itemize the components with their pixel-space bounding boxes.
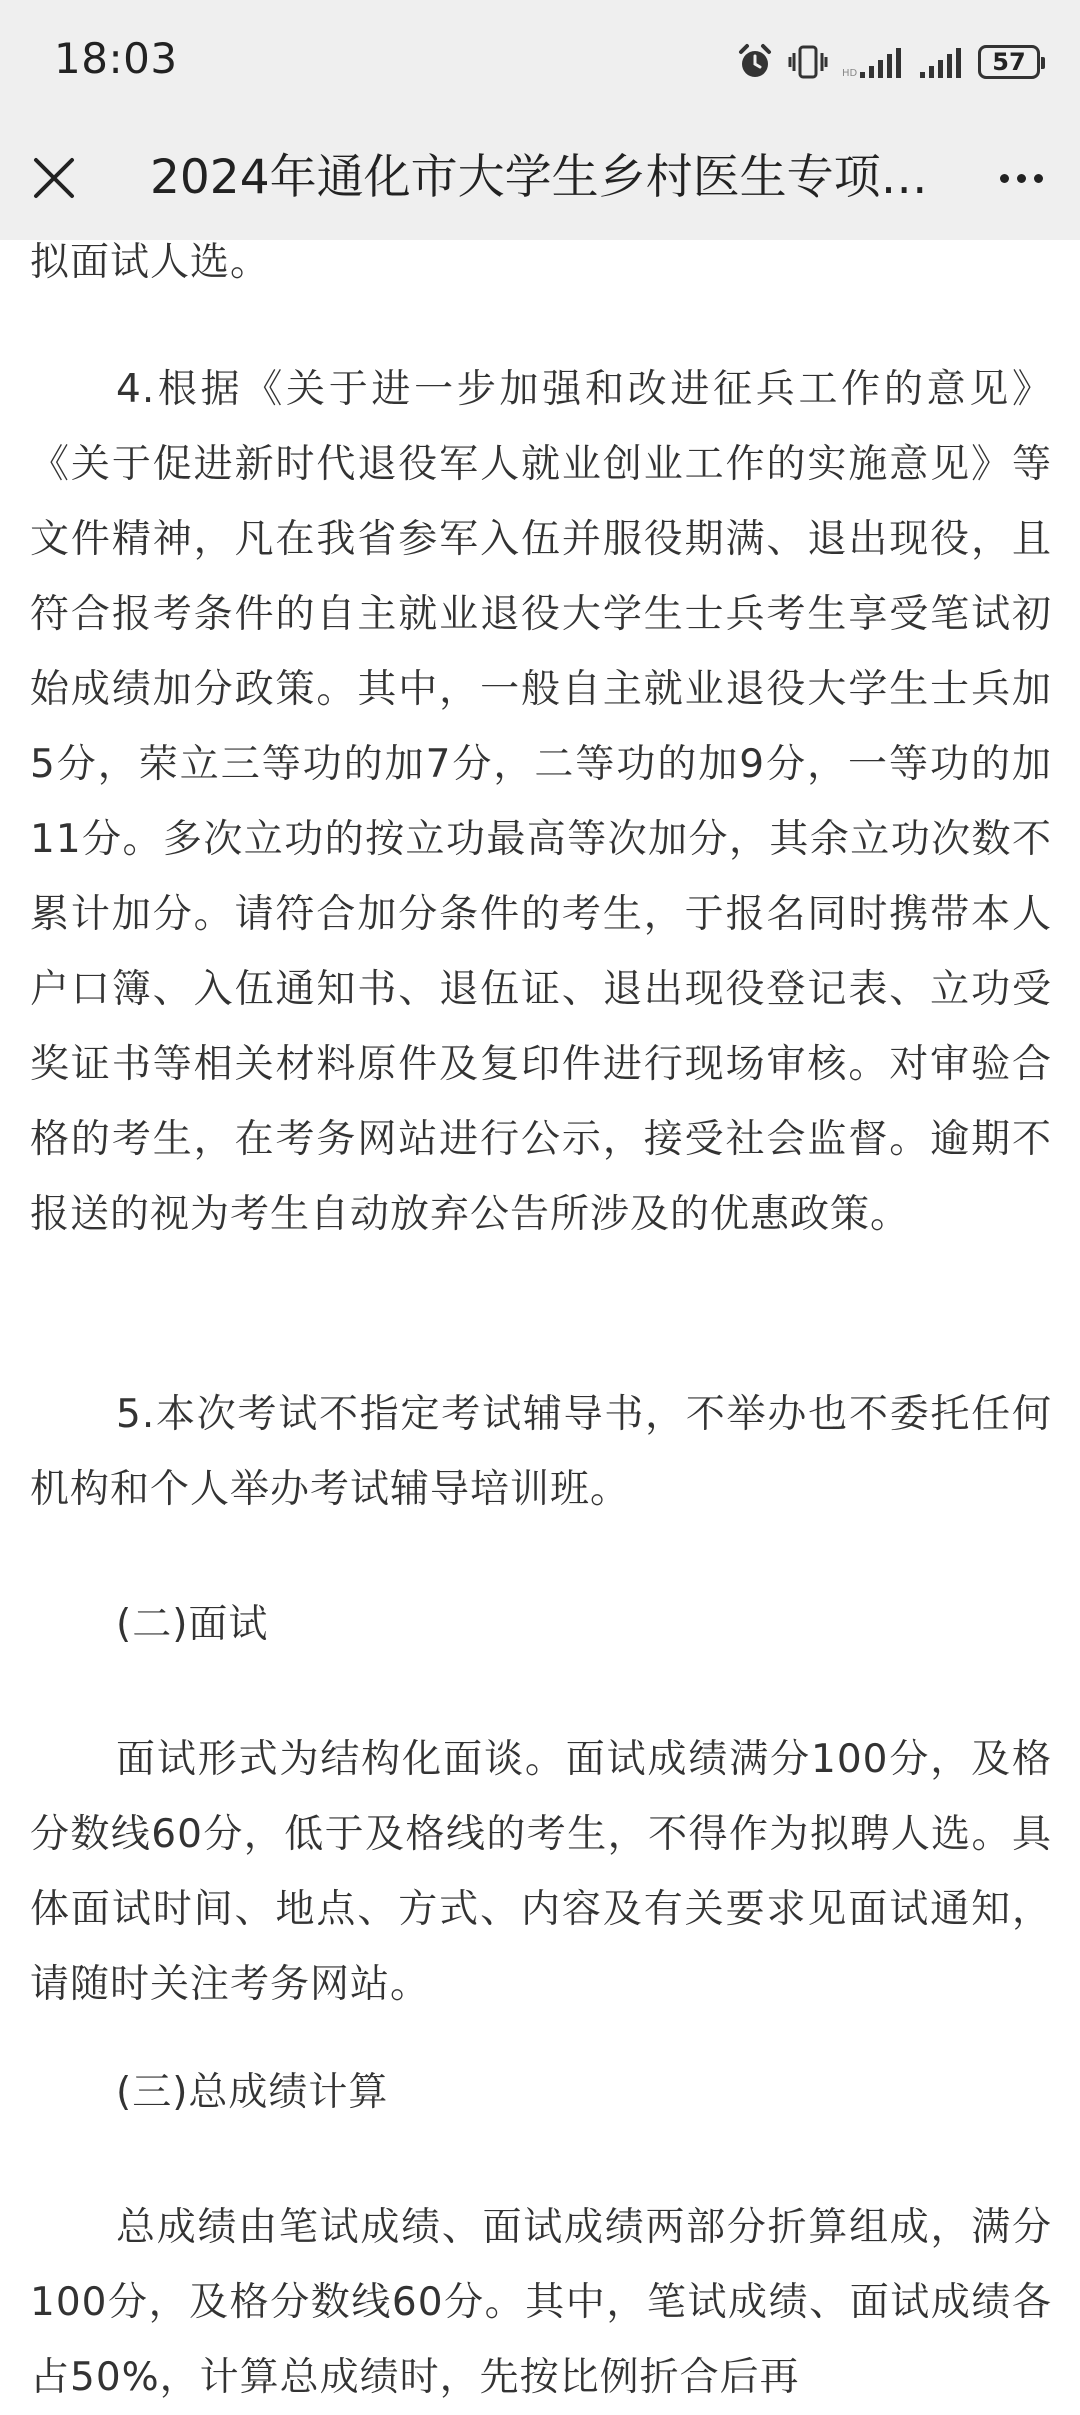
section-heading: (三)总成绩计算: [116, 2070, 389, 2115]
battery-icon: 57: [978, 45, 1040, 79]
close-button[interactable]: [22, 146, 86, 210]
more-icon-dot: [1000, 174, 1009, 183]
page-title: 2024年通化市大学生乡村医生专项…: [150, 150, 928, 205]
status-icons: [736, 40, 1040, 84]
close-icon: [32, 156, 76, 200]
signal-icon: [842, 44, 904, 80]
signal-icon-2: [918, 44, 964, 80]
paragraph: 总成绩由笔试成绩、面试成绩两部分折算组成，满分100分，及格分数线60分。其中，笔试成绩、面试成绩各占50%，计算总成绩时，先按比例折合后再: [30, 2205, 1052, 2400]
paragraph: 面试形式为结构化面谈。面试成绩满分100分，及格分数线60分，低于及格线的考生，不得作为拟聘人选。具体面试时间、地点、方式、内容及有关要求见面试通知，请随时关注考务网站。: [30, 1737, 1052, 2007]
section-heading: (二)面试: [116, 1602, 269, 1647]
paragraph: 5.本次考试不指定考试辅导书，不举办也不委托任何机构和个人举办考试辅导培训班。: [30, 1392, 1052, 1512]
paragraph: 4.根据《关于进一步加强和改进征兵工作的意见》《关于促进新时代退役军人就业创业工作的实施意见》等文件精神，凡在我省参军入伍并服役期满、退出现役，且符合报考条件的自主就业退役大学生士兵考生享受笔试初始成绩加分政策。其中，一般自主就业退役大学生士兵加5分，荣立三等功的加7分，二等功的加9分，一等功的加11分。多次立功的按立功最高等次加分，其余立功次数不累计加分。请符合加分条件的考生，于报名同时携带本人户口簿、入伍通知书、退伍证、退出现役登记表、立功受奖证书等相关材料原件及复印件进行现场审核。对审验合格的考生，在考务网站进行公示，接受社会监督。逾期不报送的视为考生自动放弃公告所涉及的优惠政策。: [30, 367, 1052, 1237]
paragraph: 拟面试人选。: [30, 240, 271, 285]
status-bar: [0, 0, 1080, 118]
vibrate-icon: [788, 43, 828, 81]
more-icon-dot: [1017, 174, 1026, 183]
more-icon-dot: [1034, 174, 1043, 183]
status-time: 18:03: [54, 34, 178, 83]
alarm-icon: [736, 43, 774, 81]
article-content[interactable]: [0, 240, 1080, 2400]
title-bar: [0, 118, 1080, 240]
svg-text:HD: HD: [842, 68, 858, 79]
more-button[interactable]: [986, 146, 1056, 210]
